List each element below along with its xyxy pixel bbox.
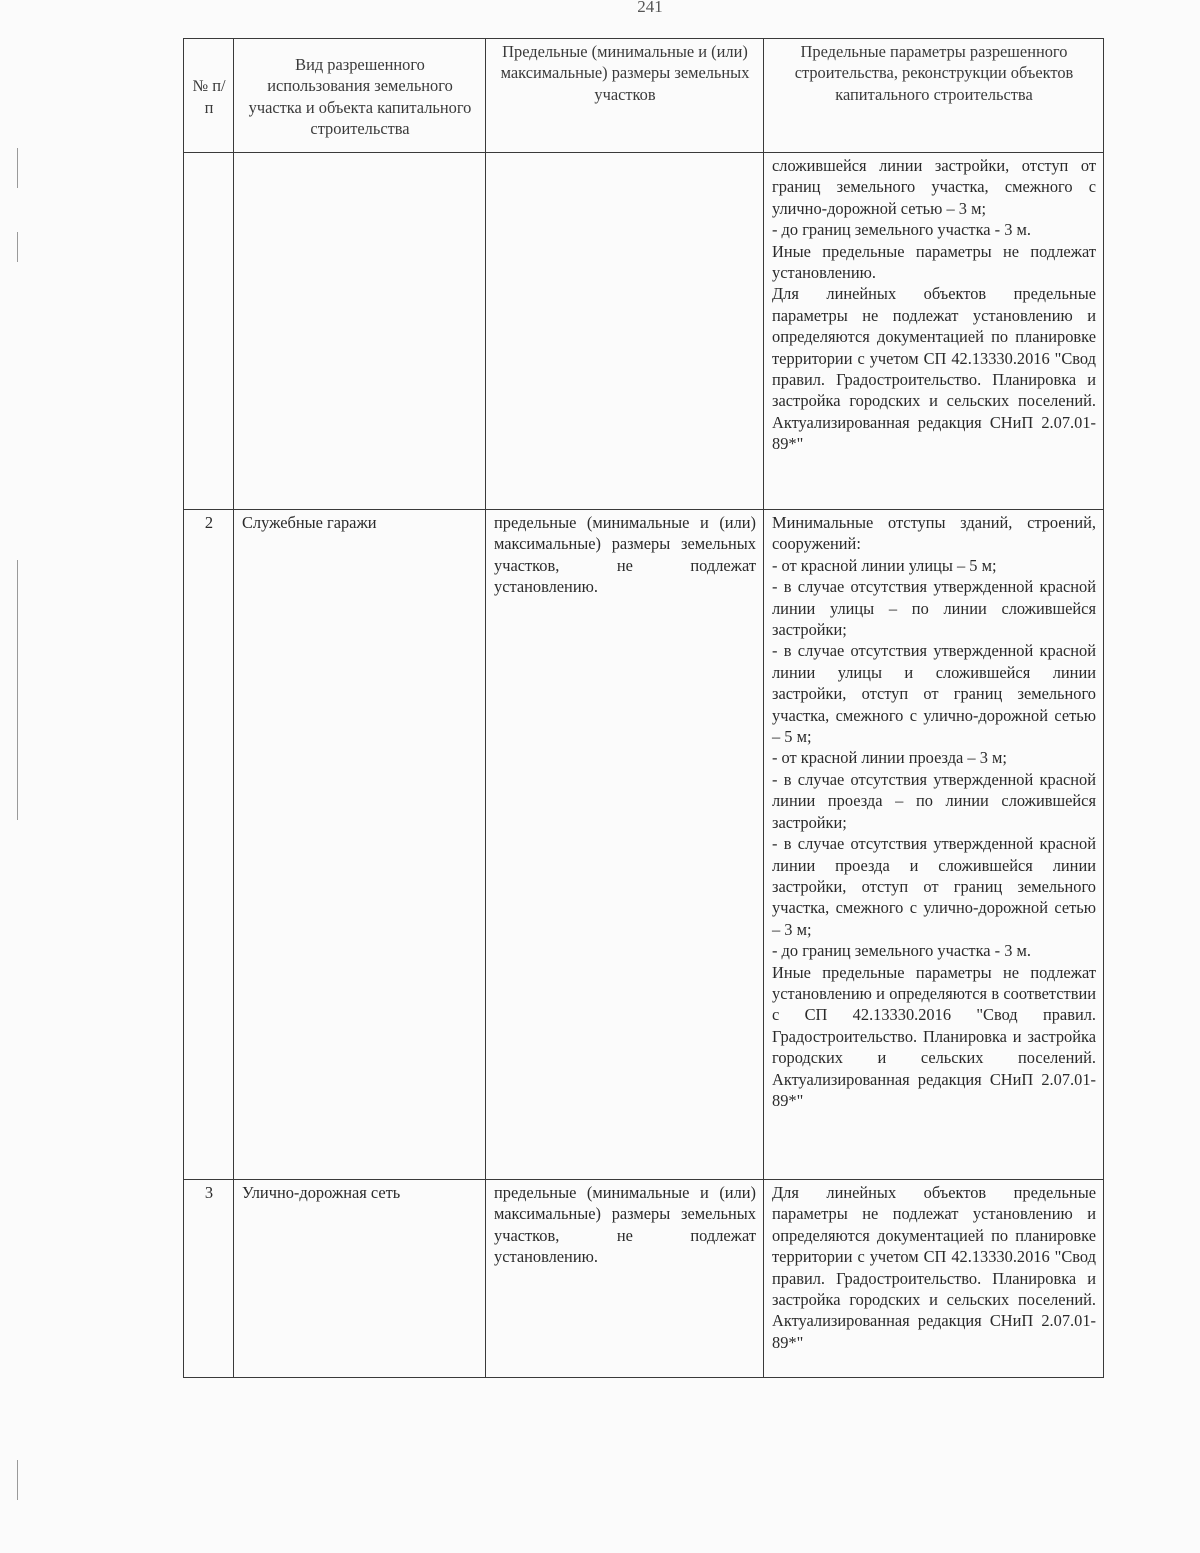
row-use-type: Улично-дорожная сеть [234, 1180, 486, 1378]
row-plot-sizes [486, 510, 764, 1180]
param-line: Для линейных объектов предельные параметры не подлежат установлению и определяются документацией по планировке территории с учетом СП 42.13330.2016 "Свод правил. Градостроительство. Планировка и застройка городских и сельских поселений. Актуализированная редакция СНиП 2.07.01-89*" [772, 1183, 1096, 1352]
param-line: Минимальные отступы зданий, строений, сооружений: [772, 513, 1096, 554]
param-line: Для линейных объектов предельные параметры не подлежат установлению и определяются документацией по планировке территории с учетом СП 42.13330.2016 "Свод правил. Градостроительство. Планировка и застройка городских и сельских поселений. Актуализированная редакция СНиП 2.07.01-89*" [772, 284, 1096, 454]
table-header-row [184, 39, 1104, 153]
row-construction-params [764, 1180, 1104, 1378]
plot-sizes-text: предельные (минимальные и (или) максимальные) размеры земельных участков, не подлежат установлению. [494, 1183, 756, 1267]
param-line: - в случае отсутствия утвержденной красной линии улицы и сложившейся линии застройки, отступ от границ земельного участка, смежного с улично-дорожной сетью – 5 м; [772, 641, 1096, 747]
param-line: - в случае отсутствия утвержденной красной линии проезда и сложившейся линии застройки, отступ от границ земельного участка, смежного с улично-дорожной сетью – 3 м; [772, 834, 1096, 939]
param-line: - в случае отсутствия утвержденной красной линии проезда – по линии сложившейся застройки; [772, 769, 1096, 832]
page-number: 241 [637, 0, 663, 16]
table-row [184, 1180, 1104, 1378]
param-line: Иные предельные параметры не подлежат установлению. [772, 241, 1096, 283]
row-plot-sizes [486, 1180, 764, 1378]
param-line: - до границ земельного участка - 3 м. [772, 220, 1031, 240]
param-line: - до границ земельного участка - 3 м. [772, 941, 1031, 961]
row-use-type [234, 153, 486, 510]
header-number: № п/п [184, 39, 234, 153]
row-number: 2 [184, 510, 234, 1180]
zoning-parameters-table [183, 38, 1104, 1378]
row-construction-params [764, 510, 1104, 1180]
header-construction-params: Предельные параметры разрешенного строительства, реконструкции объектов капитального строительства [764, 39, 1104, 153]
header-use-type: Вид разрешенного использования земельного участка и объекта капитального строительства [234, 39, 486, 153]
table-row [184, 510, 1104, 1180]
param-line: - в случае отсутствия утвержденной красной линии улицы – по линии сложившейся застройки; [772, 577, 1096, 640]
scan-margin-line [17, 560, 18, 820]
param-line: сложившейся линии застройки, отступ от границ земельного участка, смежного с улично-дорожной сетью – 3 м; [772, 156, 1096, 218]
scan-margin-line [17, 232, 18, 262]
param-line: Иные предельные параметры не подлежат установлению и определяются в соответствии с СП 42.13330.2016 "Свод правил. Градостроительство. Планировка и застройка городских и сельских поселений. Актуализированная редакция СНиП 2.07.01-89*" [772, 962, 1096, 1110]
row-construction-params [764, 153, 1104, 510]
row-number [184, 153, 234, 510]
plot-sizes-text: предельные (минимальные и (или) максимальные) размеры земельных участков, не подлежат установлению. [494, 513, 756, 597]
param-line: - от красной линии улицы – 5 м; [772, 555, 997, 575]
param-line: - от красной линии проезда – 3 м; [772, 748, 1007, 768]
table-row [184, 153, 1104, 510]
scan-margin-line [17, 1460, 18, 1500]
row-plot-sizes [486, 153, 764, 510]
row-use-type: Служебные гаражи [234, 510, 486, 1180]
header-plot-sizes: Предельные (минимальные и (или) максимальные) размеры земельных участков [486, 39, 764, 153]
row-number: 3 [184, 1180, 234, 1378]
scan-margin-line [17, 148, 18, 188]
